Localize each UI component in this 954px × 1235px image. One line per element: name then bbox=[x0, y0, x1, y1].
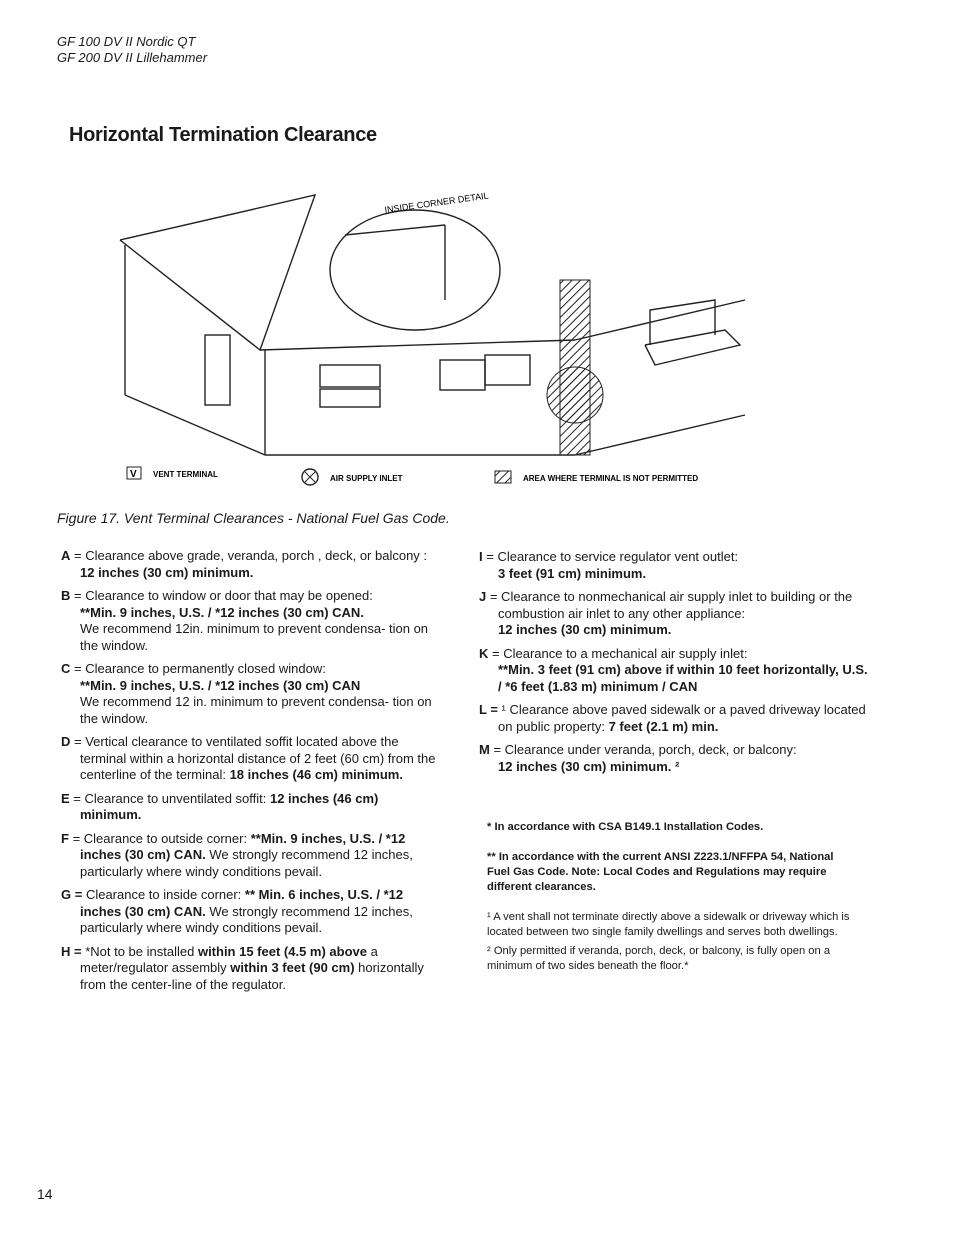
clearance-G: G = Clearance to inside corner: ** Min. 6 inches, U.S. / *12 inches (30 cm) CAN. We strongly recommend 12 inches, particularly where windy conditions pevail. bbox=[61, 887, 413, 935]
clearance-K: K = Clearance to a mechanical air supply inlet: **Min. 3 feet (91 cm) above if within 10 feet horizontally, U.S. / *6 feet (1.83 m) minimum / CAN bbox=[479, 645, 868, 694]
inset-label: INSIDE CORNER DETAIL bbox=[383, 190, 490, 215]
clearance-C: C = Clearance to permanently closed window: **Min. 9 inches, U.S. / *12 inches (30 cm) CAN We recommend 12 in. minimum to prevent condensa- tion on the window. bbox=[61, 661, 432, 726]
header-model-2: GF 200 DV II Lillehammer bbox=[57, 50, 208, 65]
note-sidewalk: ¹ A vent shall not terminate directly above a sidewalk or driveway which is located between two single family dwellings and serves both dwellings. bbox=[487, 911, 850, 938]
svg-text:V: V bbox=[130, 469, 137, 480]
vent-clearance-figure bbox=[115, 185, 755, 495]
clearance-F: F = Clearance to outside corner: **Min. 9 inches, U.S. / *12 inches (30 cm) CAN. We strongly recommend 12 inches, particularly where windy conditions pevail. bbox=[61, 830, 413, 879]
legend-vent-terminal: VENT TERMINAL bbox=[153, 470, 218, 479]
clearance-B: B = Clearance to window or door that may be opened: **Min. 9 inches, U.S. / *12 inches (30 cm) CAN. We recommend 12in. minimum to prevent condensa- tion on the window. bbox=[61, 588, 429, 653]
clearance-L: L = ¹ Clearance above paved sidewalk or a paved driveway located on public property: 7 feet (2.1 m) min. bbox=[479, 702, 866, 734]
footnotes bbox=[487, 820, 857, 989]
clearance-M: M = Clearance under veranda, porch, deck, or balcony: 12 inches (30 cm) minimum. ² bbox=[479, 742, 797, 774]
house-diagram bbox=[115, 185, 755, 495]
note-csa: * In accordance with CSA B149.1 Installation Codes. bbox=[487, 821, 764, 833]
clearance-D: D = Vertical clearance to ventilated soffit located above the terminal within a horizontal distance of 2 feet (60 cm) from the centerline of the terminal: 18 inches (46 cm) minimum. bbox=[61, 734, 436, 782]
clearance-list-left bbox=[61, 548, 436, 1000]
clearance-A: A = Clearance above grade, veranda, porch , deck, or balcony : 12 inches (30 cm) minimum. bbox=[61, 548, 428, 580]
roof-outline bbox=[120, 195, 315, 350]
document-header bbox=[57, 34, 207, 66]
page-title: Horizontal Termination Clearance bbox=[69, 124, 377, 146]
note-ansi: ** In accordance with the current ANSI Z223.1/NFFPA 54, National Fuel Gas Code. Note: Local Codes and Regulations may require different clearances. bbox=[487, 851, 834, 893]
legend-not-permitted: AREA WHERE TERMINAL IS NOT PERMITTED bbox=[523, 474, 699, 483]
figure-caption: Figure 17. Vent Terminal Clearances - National Fuel Gas Code. bbox=[57, 510, 450, 526]
note-veranda: ² Only permitted if veranda, porch, deck, or balcony, is fully open on a minimum of two sides beneath the floor.* bbox=[487, 945, 831, 972]
page-number: 14 bbox=[37, 1186, 53, 1202]
door bbox=[205, 335, 230, 405]
clearance-E: E = Clearance to unventilated soffit: 12 inches (46 cm) minimum. bbox=[61, 790, 379, 822]
clearance-H: H = *Not to be installed within 15 feet (4.5 m) above a meter/regulator assembly within 3 feet (90 cm) horizontally from the center-line of the regulator. bbox=[61, 943, 424, 992]
clearance-J: J = Clearance to nonmechanical air supply inlet to building or the combustion air inlet to any other appliance: 12 inches (30 cm) minimum. bbox=[479, 589, 853, 637]
header-model-1: GF 100 DV II Nordic QT bbox=[57, 34, 196, 49]
legend-air-supply: AIR SUPPLY INLET bbox=[330, 474, 403, 483]
clearance-list-right bbox=[479, 549, 874, 782]
clearance-I: I = Clearance to service regulator vent outlet: 3 feet (91 cm) minimum. bbox=[479, 549, 739, 581]
